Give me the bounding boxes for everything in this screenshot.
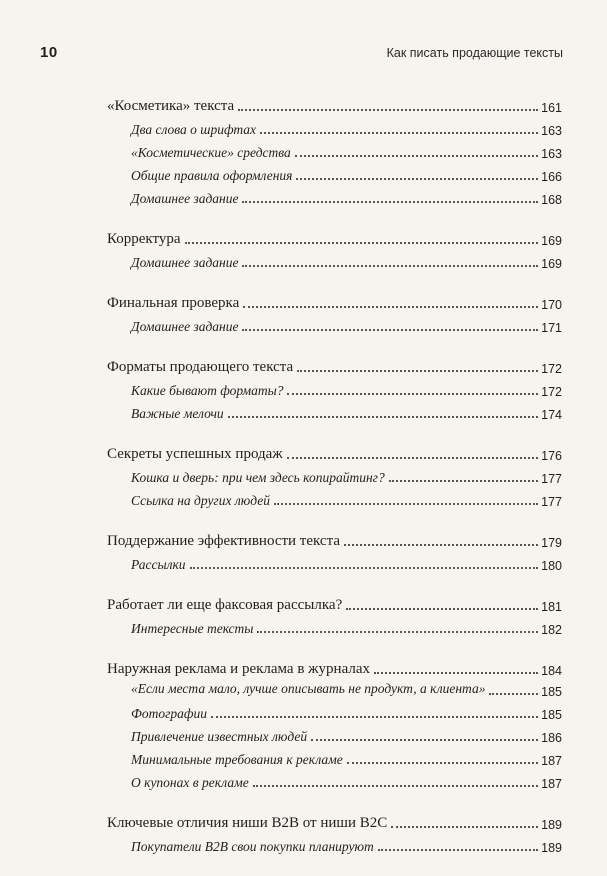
toc-section-entry <box>107 768 562 791</box>
page-ref: 176 <box>541 449 562 463</box>
toc-section-entry <box>107 722 562 745</box>
section-title: О купонах в рекламе <box>131 775 249 790</box>
page-ref: 171 <box>541 321 562 335</box>
page-ref: 163 <box>541 147 562 161</box>
section-title: Минимальные требования к рекламе <box>131 752 343 767</box>
toc-section-entry <box>107 550 562 573</box>
chapter-title: Секреты успешных продаж <box>107 446 283 462</box>
page-ref: 169 <box>541 257 562 271</box>
running-title: Как писать продающие тексты <box>386 46 563 60</box>
toc-section-entry <box>107 115 562 138</box>
page-ref: 187 <box>541 754 562 768</box>
dot-leader <box>295 155 538 157</box>
page-ref: 177 <box>541 495 562 509</box>
dot-leader <box>190 567 539 569</box>
section-title: Фотографии <box>131 706 207 721</box>
page-ref: 189 <box>541 841 562 855</box>
page-ref: 169 <box>541 234 562 248</box>
chapter-title: Ключевые отличия ниши B2B от ниши B2C <box>107 815 388 831</box>
dot-leader <box>297 370 538 372</box>
page-ref: 181 <box>541 600 562 614</box>
page-ref: 170 <box>541 298 562 312</box>
dot-leader <box>253 785 538 787</box>
toc-group <box>107 440 562 509</box>
dot-leader <box>347 762 538 764</box>
page-ref: 168 <box>541 193 562 207</box>
dot-leader <box>243 306 538 308</box>
toc-chapter-entry <box>107 655 562 678</box>
dot-leader <box>391 826 538 828</box>
section-title: Покупатели B2B свои покупки планируют <box>131 839 374 854</box>
toc-group <box>107 809 562 855</box>
page-ref: 166 <box>541 170 562 184</box>
toc-section-entry <box>107 399 562 422</box>
toc-section-entry <box>107 138 562 161</box>
page-ref: 174 <box>541 408 562 422</box>
section-title: «Если места мало, лучше описывать не продукт, а клиента» <box>131 681 486 696</box>
toc-section-entry <box>107 248 562 271</box>
dot-leader <box>374 672 538 674</box>
section-title: Два слова о шрифтах <box>131 122 257 137</box>
toc-section-entry <box>107 312 562 335</box>
page-ref: 161 <box>541 101 562 115</box>
toc-chapter-entry <box>107 92 562 115</box>
toc-group <box>107 655 562 791</box>
dot-leader <box>242 201 538 203</box>
toc-chapter-entry <box>107 809 562 832</box>
dot-leader <box>378 849 538 851</box>
dot-leader <box>346 608 538 610</box>
dot-leader <box>311 739 538 741</box>
section-title: Домашнее задание <box>131 255 239 270</box>
toc-section-entry <box>107 832 562 855</box>
toc-group <box>107 353 562 422</box>
toc-section-entry <box>107 161 562 184</box>
toc-section-entry <box>107 463 562 486</box>
section-title: Какие бывают форматы? <box>131 383 284 398</box>
section-title: Привлечение известных людей <box>131 729 308 744</box>
dot-leader <box>211 716 538 718</box>
running-header <box>40 44 563 61</box>
page-ref: 184 <box>541 664 562 678</box>
chapter-title: «Косметика» текста <box>107 98 235 114</box>
dot-leader <box>389 480 538 482</box>
page-ref: 172 <box>541 362 562 376</box>
dot-leader <box>287 457 538 459</box>
page-ref: 163 <box>541 124 562 138</box>
section-title: Рассылки <box>131 557 186 572</box>
dot-leader <box>287 393 538 395</box>
toc-chapter-entry <box>107 289 562 312</box>
toc-chapter-entry <box>107 225 562 248</box>
toc-section-entry <box>107 376 562 399</box>
toc-chapter-entry <box>107 440 562 463</box>
chapter-title: Поддержание эффективности текста <box>107 533 340 549</box>
dot-leader <box>257 631 538 633</box>
dot-leader <box>489 693 538 695</box>
toc-section-entry <box>107 614 562 637</box>
chapter-title: Наружная реклама и реклама в журналах <box>107 661 370 677</box>
section-title: Важные мелочи <box>131 406 224 421</box>
page-ref: 185 <box>541 685 562 699</box>
section-title: Домашнее задание <box>131 191 239 206</box>
dot-leader <box>296 178 538 180</box>
dot-leader <box>344 544 538 546</box>
table-of-contents <box>107 92 562 873</box>
section-title: Интересные тексты <box>131 621 254 636</box>
toc-section-entry <box>107 678 562 699</box>
section-title: Ссылка на других людей <box>131 493 270 508</box>
chapter-title: Форматы продающего текста <box>107 359 294 375</box>
page-ref: 185 <box>541 708 562 722</box>
dot-leader <box>242 329 538 331</box>
toc-section-entry <box>107 699 562 722</box>
page-ref: 182 <box>541 623 562 637</box>
toc-section-entry <box>107 184 562 207</box>
toc-chapter-entry <box>107 353 562 376</box>
page-ref: 172 <box>541 385 562 399</box>
section-title: «Косметические» средства <box>131 145 291 160</box>
dot-leader <box>260 132 538 134</box>
dot-leader <box>238 109 538 111</box>
page-ref: 187 <box>541 777 562 791</box>
toc-section-entry <box>107 486 562 509</box>
toc-chapter-entry <box>107 591 562 614</box>
toc-group <box>107 225 562 271</box>
page-ref: 186 <box>541 731 562 745</box>
section-title: Общие правила оформления <box>131 168 293 183</box>
chapter-title: Работает ли еще факсовая рассылка? <box>107 597 343 613</box>
toc-group <box>107 92 562 207</box>
section-title: Домашнее задание <box>131 319 239 334</box>
toc-section-entry <box>107 745 562 768</box>
page-ref: 177 <box>541 472 562 486</box>
dot-leader <box>274 503 538 505</box>
page-number: 10 <box>40 44 58 61</box>
section-title: Кошка и дверь: при чем здесь копирайтинг? <box>131 470 385 485</box>
dot-leader <box>242 265 538 267</box>
chapter-title: Корректура <box>107 231 181 247</box>
chapter-title: Финальная проверка <box>107 295 240 311</box>
toc-chapter-entry <box>107 527 562 550</box>
page-ref: 179 <box>541 536 562 550</box>
toc-group <box>107 289 562 335</box>
dot-leader <box>185 242 539 244</box>
toc-group <box>107 591 562 637</box>
page-ref: 189 <box>541 818 562 832</box>
toc-group <box>107 527 562 573</box>
dot-leader <box>228 416 538 418</box>
page-ref: 180 <box>541 559 562 573</box>
